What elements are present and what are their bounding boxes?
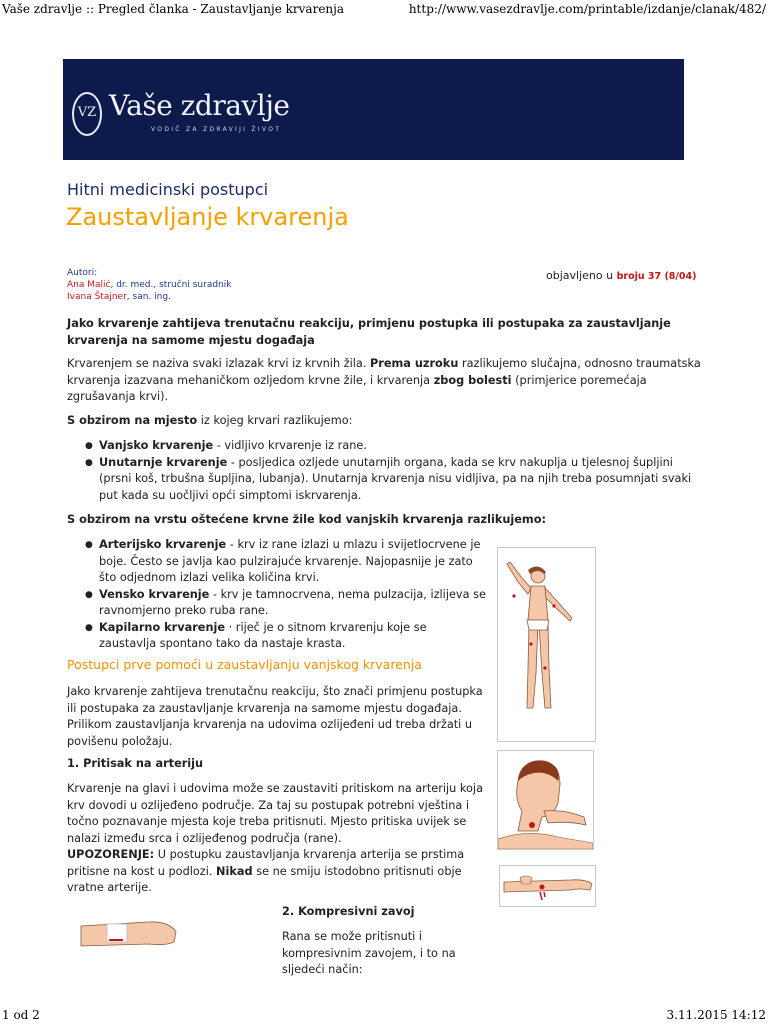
arm-pressure-image (499, 865, 596, 907)
list-item-text: - krv iz rane izlazi u mlazu i svijetlocrvene je boje. Često se javlja kao pulzirajuće krvarenje. Najopasnije je zato što odjednom izlazi velika količina krvi. (99, 538, 481, 584)
subheading-compression-bandage: 2. Kompresivni zavoj (282, 905, 415, 918)
list-item-text: - krv je tamnocrvena, nema pulzacija, izlijeva se ravnomjerno preko ruba rane. (99, 587, 486, 617)
list-item (99, 438, 697, 455)
logo-mark-icon: VZ (72, 92, 102, 136)
neck-pressure-icon (498, 751, 593, 849)
p1-text-a: Krvarenjem se naziva svaki izlazak krvi iz krvnih žila. (67, 357, 371, 370)
paragraph-2 (67, 413, 707, 430)
published-label: objavljeno u (546, 269, 617, 282)
author-2-title: , san. ing. (126, 292, 171, 302)
paragraph-4: Jako krvarenje zahtijeva trenutačnu reakciju, što znači primjenu postupka ili postupaka za zaustavljanje krvarenja na samome mjestu događaja. Prilikom zaustavljanja krvarenja na udovima ozlijeđeni ud treba držati u povišenu položaju. (67, 685, 483, 748)
p1-text-c: (primjerice poremećaja zgrušavanja krvi). (67, 373, 647, 403)
p2-text: iz kojeg krvari razlikujemo: (197, 414, 353, 427)
p2-bold: S obzirom na mjesto (67, 414, 198, 427)
list-item (99, 455, 697, 505)
article-title: Zaustavljanje krvarenja (66, 203, 349, 231)
bandage-icon (79, 912, 178, 953)
section-heading-first-aid: Postupci prve pomoći u zaustavljanju vanjskog krvarenja (67, 657, 422, 672)
bleeding-location-list (67, 438, 697, 504)
author-2 (67, 291, 171, 303)
paragraph-1 (67, 356, 707, 406)
issue-link[interactable]: broju 37 (8/04) (616, 271, 697, 282)
list-item-term: Unutarnje krvarenje (99, 455, 228, 469)
list-item-term: Kapilarno krvarenje (99, 620, 226, 634)
list-item (99, 537, 487, 587)
print-header-title: Vaše zdravlje :: Pregled članka - Zaustavljanje krvarenja (2, 2, 345, 16)
body-figure-icon (498, 548, 595, 741)
p1-text-b: razlikujemo slučajna, odnosno traumatska krvarenja izazvana mehaničkom ozljedom krvne žile, i krvarenja (67, 357, 701, 387)
subheading-artery-pressure: 1. Pritisak na arteriju (67, 757, 204, 770)
list-item-text: · riječ je o sitnom krvarenju koje se zaustavlja spontano tako da nastaje krasta. (99, 620, 427, 650)
paragraph-6: Rana se može pritisnuti i kompresivnim zavojem, i to na sljedeći način: (282, 930, 456, 976)
list-item-term: Arterijsko krvarenje (99, 538, 227, 551)
article-kicker: Hitni medicinski postupci (67, 180, 269, 199)
print-footer-page: 1 od 2 (2, 1008, 40, 1022)
author-2-name[interactable]: Ivana Štajner (67, 292, 127, 302)
author-1-name[interactable]: Ana Malić (67, 280, 111, 290)
warning-text-b: se ne smiju istodobno pritisnuti obje vratne arterije. (67, 864, 462, 894)
article-intro: Jako krvarenje zahtijeva trenutačnu reakciju, primjenu postupka ili postupaka za zaustavljanje krvarenja na samome mjestu događaja (67, 317, 671, 347)
site-banner[interactable] (63, 59, 684, 160)
list-item-term: Vanjsko krvarenje (99, 439, 214, 452)
neck-pressure-image (497, 750, 594, 850)
warning-bold: Nikad (216, 864, 253, 878)
warning-text-a: U postupku zaustavljanja krvarenja arterija se prstima pritisne na kost u podlozi. (67, 848, 465, 878)
logo-text: Vaše zdravlje (109, 89, 290, 122)
list-item-term: Vensko krvarenje (99, 587, 210, 601)
author-1 (67, 279, 231, 291)
list-item (99, 620, 487, 653)
print-header-url[interactable]: http://www.vasezdravlje.com/printable/izdanje/clanak/482/ (408, 2, 766, 16)
bandage-image (79, 912, 178, 953)
paragraph-5 (67, 781, 487, 897)
body-pressure-points-image (497, 547, 596, 742)
paragraph-3: S obzirom na vrstu oštećene krvne žile kod vanjskih krvarenja razlikujemo: (67, 513, 546, 526)
vessel-type-list (67, 537, 487, 653)
logo-tagline: VODIČ ZA ZDRAVIJI ŽIVOT (151, 126, 282, 133)
print-footer-datetime: 3.11.2015 14:12 (666, 1008, 766, 1022)
published-info (546, 269, 696, 282)
list-item-text: - vidljivo krvarenje iz rane. (213, 439, 367, 452)
p1-bold-b: zbog bolesti (433, 373, 512, 387)
authors-label: Autori: (67, 268, 98, 278)
p5-text: Krvarenje na glavi i udovima može se zaustaviti pritiskom na arteriju koja krv dovodi u ozlijeđeno područje. Za taj su postupak potrebni vještina i točno poznavanje mjesta koje treba pritisnuti. Mjesto pritiska uvijek se nalazi između srca i ozlijeđenog područja (rane). (67, 782, 483, 845)
warning-label: UPOZORENJE: (67, 848, 155, 861)
list-item (99, 587, 487, 620)
list-item-text: - posljedica ozljede unutarnjih organa, kada se krv nakuplja u tjelesnoj šupljini (prsni koš, trbušna šupljina, lubanja). Unutarnja krvarenja nisu vidljiva, pa na njih treba posumnjati svaki put kada su uočljivi opći simptomi iskrvarenja. (99, 455, 692, 502)
p1-bold-a: Prema uzroku (370, 357, 459, 370)
author-1-title: , dr. med., stručni suradnik (110, 280, 232, 290)
arm-pressure-icon (500, 866, 595, 906)
